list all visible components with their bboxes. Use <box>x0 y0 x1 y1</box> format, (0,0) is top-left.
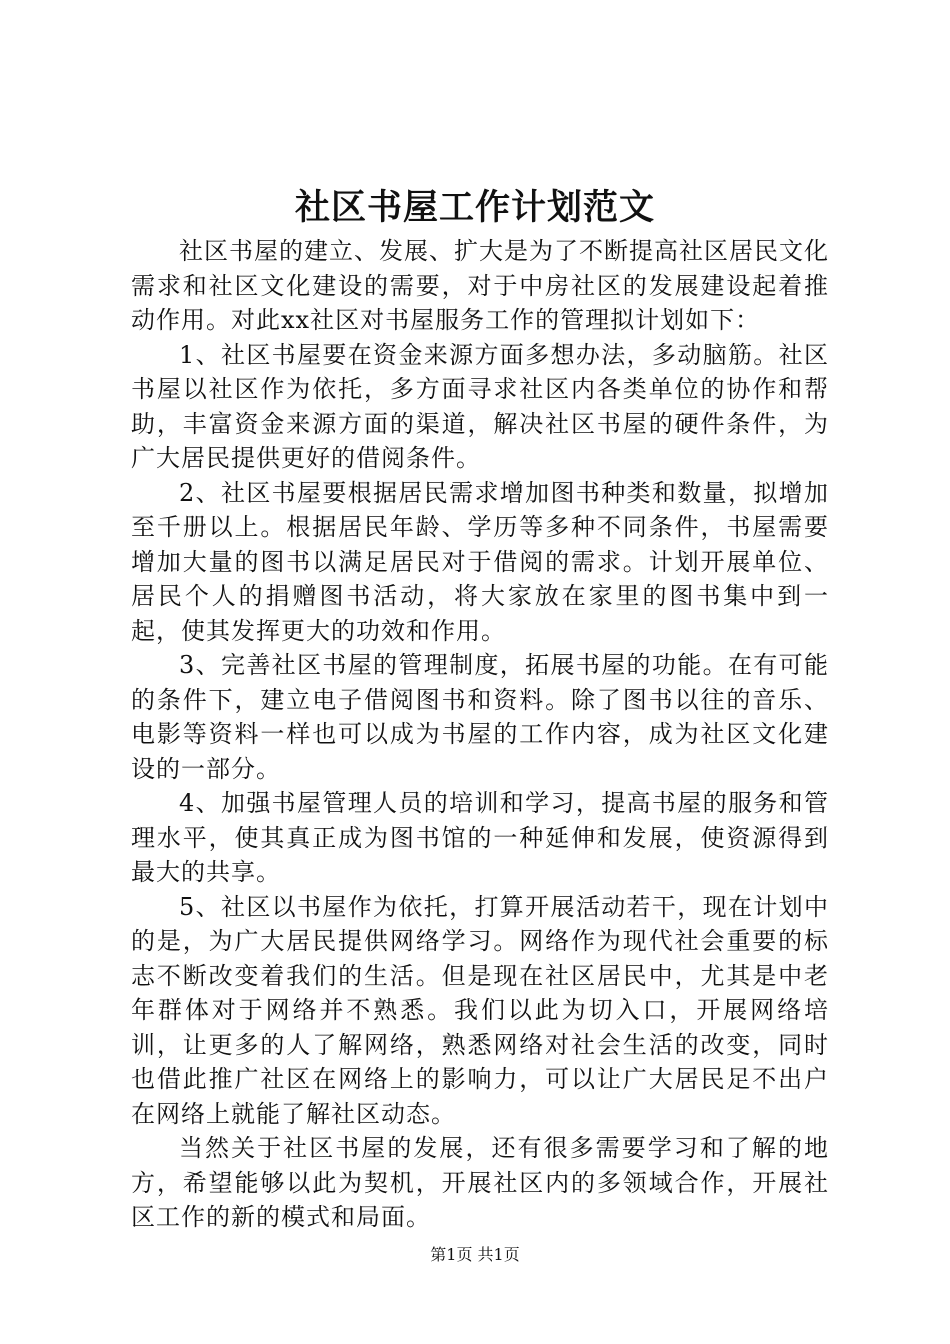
item-paragraph-1: 1、社区书屋要在资金来源方面多想办法，多动脑筋。社区书屋以社区作为依托，多方面寻求社区内各类单位的协作和帮助，丰富资金来源方面的渠道，解决社区书屋的硬件条件，为广大居民提供更好的借阅条件。 <box>131 340 829 472</box>
intro-paragraph: 社区书屋的建立、发展、扩大是为了不断提高社区居民文化需求和社区文化建设的需要，对于中房社区的发展建设起着推动作用。对此xx社区对书屋服务工作的管理拟计划如下： <box>131 237 829 334</box>
closing-paragraph: 当然关于社区书屋的发展，还有很多需要学习和了解的地方，希望能够以此为契机，开展社区内的多领域合作，开展社区工作的新的模式和局面。 <box>131 1134 829 1231</box>
document-body <box>131 234 829 1235</box>
item-paragraph-2: 2、社区书屋要根据居民需求增加图书种类和数量，拟增加至千册以上。根据居民年龄、学历等多种不同条件，书屋需要增加大量的图书以满足居民对于借阅的需求。计划开展单位、居民个人的捐赠图书活动，将大家放在家里的图书集中到一起，使其发挥更大的功效和作用。 <box>131 478 829 645</box>
page-footer: 第1页 共1页 <box>430 1245 520 1264</box>
item-paragraph-3: 3、完善社区书屋的管理制度，拓展书屋的功能。在有可能的条件下，建立电子借阅图书和资料。除了图书以往的音乐、电影等资料一样也可以成为书屋的工作内容，成为社区文化建设的一部分。 <box>131 651 829 783</box>
item-paragraph-5: 5、社区以书屋作为依托，打算开展活动若干，现在计划中的是，为广大居民提供网络学习。网络作为现代社会重要的标志不断改变着我们的生活。但是现在社区居民中，尤其是中老年群体对于网络并不熟悉。我们以此为切入口，开展网络培训，让更多的人了解网络，熟悉网络对社会生活的改变，同时也借此推广社区在网络上的影响力，可以让广大居民足不出户在网络上就能了解社区动态。 <box>131 892 829 1128</box>
item-paragraph-4: 4、加强书屋管理人员的培训和学习，提高书屋的服务和管理水平，使其真正成为图书馆的一种延伸和发展，使资源得到最大的共享。 <box>131 789 829 886</box>
document-title: 社区书屋工作计划范文 <box>294 187 655 228</box>
